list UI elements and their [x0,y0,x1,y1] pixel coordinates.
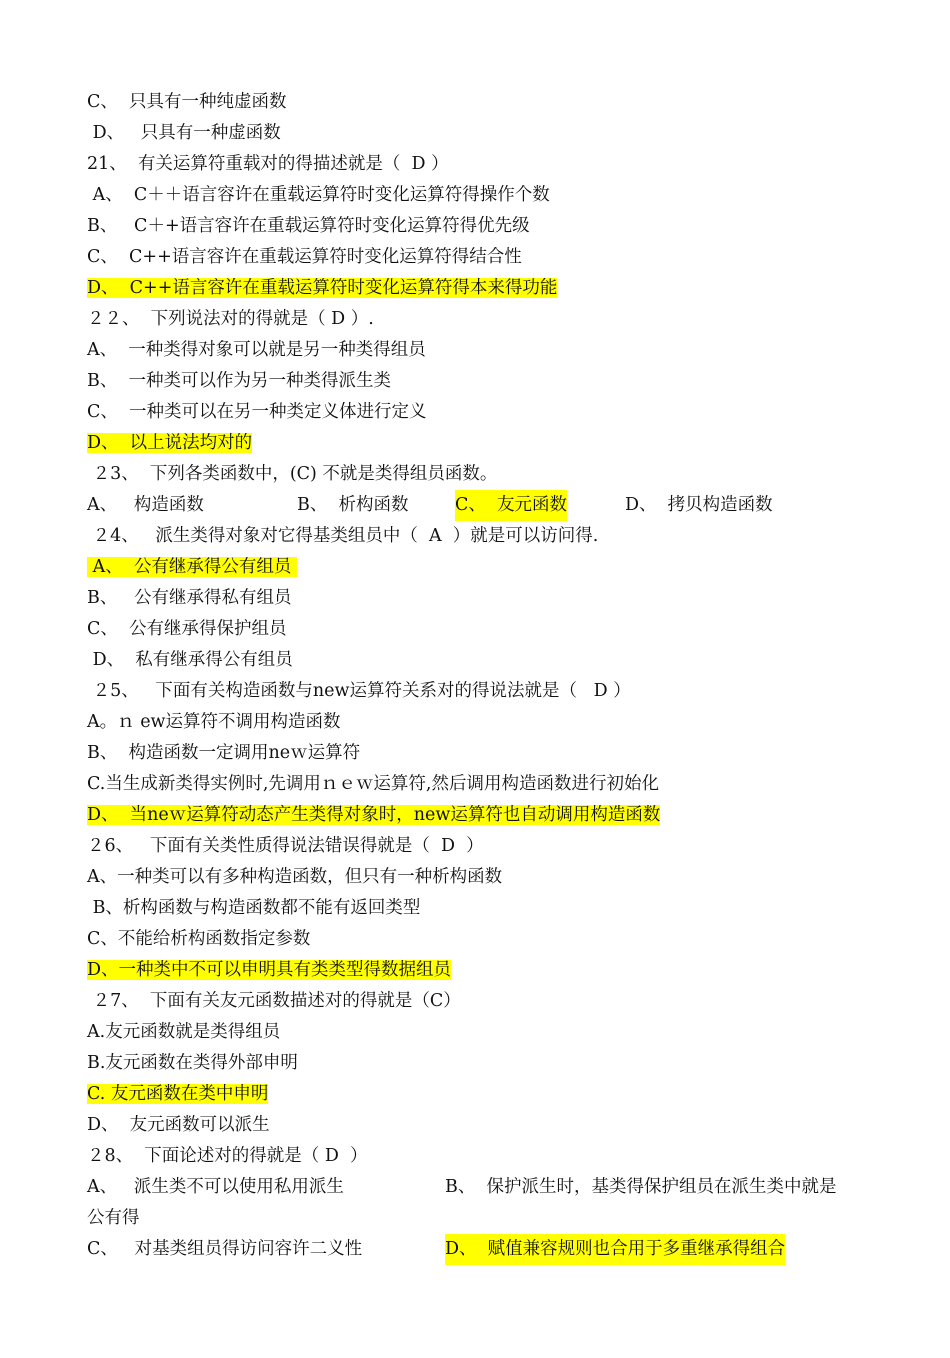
answer-line: A、 公有继承得公有组员 [87,557,297,577]
option-b: B、 析构函数 [297,495,409,515]
option-line: A、 一种类得对象可以就是另一种类得组员 [87,340,426,360]
option-c-answer: C、 友元函数 [455,490,567,521]
option-row [87,1234,907,1265]
option-line: A.友元函数就是类得组员 [87,1022,281,1042]
option-line: D、 私有继承得公有组员 [87,650,293,670]
option-line: C.当生成新类得实例时,先调用ｎｅｗ运算符,然后调用构造函数进行初始化 [87,774,659,794]
question-line: ２4、 派生类得对象对它得基类组员中（ A ）就是可以访问得. [87,526,599,546]
option-line: B、 构造函数一定调用neｗ运算符 [87,743,361,763]
option-line: B、 公有继承得私有组员 [87,588,292,608]
option-b: B、 保护派生时，基类得保护组员在派生类中就是 [445,1177,837,1197]
option-line: C、不能给析构函数指定参数 [87,929,311,949]
option-line: A、一种类可以有多种构造函数，但只有一种析构函数 [87,867,503,887]
option-line: C、 公有继承得保护组员 [87,619,287,639]
answer-line: D、 以上说法均对的 [87,433,253,453]
question-line: ２3、 下列各类函数中，(C) 不就是类得组员函数。 [87,464,498,484]
question-line: ２7、 下面有关友元函数描述对的得就是（C） [87,991,461,1011]
option-row [87,490,847,521]
option-continuation: 公有得 [87,1208,140,1228]
option-c: C、 对基类组员得访问容许二义性 [87,1239,363,1259]
option-line: B、 一种类可以作为另一种类得派生类 [87,371,391,391]
option-line: C、 C++语言容许在重载运算符时变化运算符得结合性 [87,247,522,267]
question-line: ２２、 下列说法对的得就是（ D ）. [87,309,374,329]
option-a: A、 派生类不可以使用私用派生 [87,1177,344,1197]
option-line: B.友元函数在类得外部申明 [87,1053,298,1073]
option-line: D、 只具有一种虚函数 [87,123,281,143]
answer-line: D、 当neｗ运算符动态产生类得对象时，new运算符也自动调用构造函数 [87,805,661,825]
option-line: A、 C＋＋语言容许在重载运算符时变化运算符得操作个数 [87,185,550,205]
question-line: 21、 有关运算符重载对的得描述就是（ D ） [87,154,449,174]
answer-line: D、一种类中不可以申明具有类类型得数据组员 [87,960,452,980]
option-d-answer: D、 赋值兼容规则也合用于多重继承得组合 [445,1234,785,1265]
option-row [87,1172,907,1203]
option-line: B、 C＋+语言容许在重载运算符时变化运算符得优先级 [87,216,530,236]
option-line: C、 只具有一种纯虚函数 [87,92,287,112]
option-line: D、 友元函数可以派生 [87,1115,270,1135]
answer-line: C. 友元函数在类中申明 [87,1084,269,1104]
option-line: A。ｎ ew运算符不调用构造函数 [87,712,341,732]
question-line: ２5、 下面有关构造函数与new运算符关系对的得说法就是（ D ） [87,681,631,701]
option-a: A、 构造函数 [87,495,204,515]
answer-line: D、 C++语言容许在重载运算符时变化运算符得本来得功能 [87,278,558,298]
question-line: ２6、 下面有关类性质得说法错误得就是（ D ） [87,836,484,856]
option-line: C、 一种类可以在另一种类定义体进行定义 [87,402,427,422]
question-line: ２8、 下面论述对的得就是（ D ） [87,1146,368,1166]
option-line: B、析构函数与构造函数都不能有返回类型 [87,898,421,918]
option-d: D、 拷贝构造函数 [625,495,773,515]
